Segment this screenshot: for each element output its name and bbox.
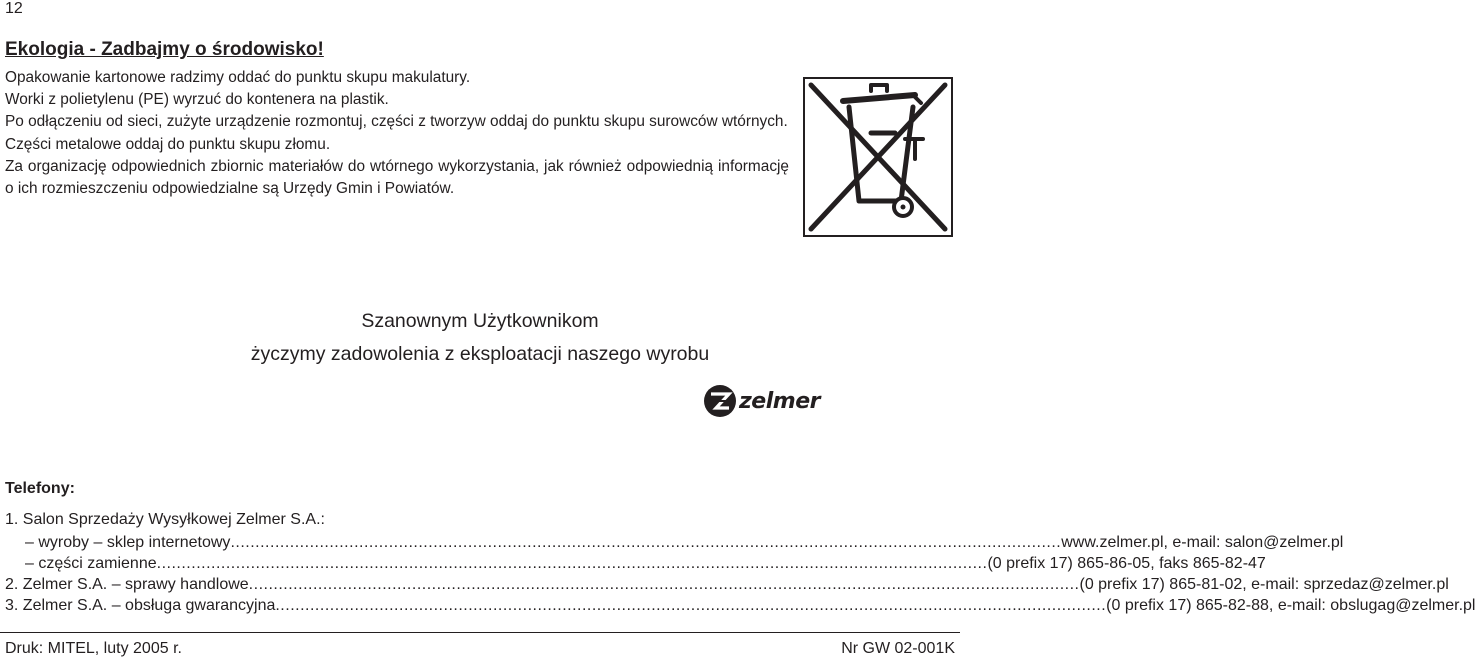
- phone-row-value: (0 prefix 17) 865-86-05, faks 865-82-47: [987, 555, 1266, 572]
- page-number: 12: [5, 0, 23, 17]
- phone-row-label: 3. Zelmer S.A. – obsługa gwarancyjna: [5, 597, 276, 614]
- ecology-paragraph: Po odłączeniu od sieci, zużyte urządzenie rozmontuj, części z tworzyw oddaj do punktu skupu surowców wtórnych.: [5, 113, 788, 131]
- ecology-paragraph: Opakowanie kartonowe radzimy oddać do punktu skupu makulatury.: [5, 69, 471, 86]
- phone-row: [25, 533, 1344, 553]
- dot-leader: ........................................................................................................................................................................: [248, 576, 1080, 593]
- phones-section-1: 1. Salon Sprzedaży Wysyłkowej Zelmer S.A.:: [5, 511, 325, 528]
- ecology-title: Ekologia - Zadbajmy o środowisko!: [5, 39, 324, 60]
- footer-divider: [0, 632, 960, 633]
- phone-row-value: (0 prefix 17) 865-81-02, e-mail: sprzedaz@zelmer.pl: [1079, 576, 1449, 593]
- phone-row-label: – wyroby – sklep internetowy: [25, 534, 231, 551]
- ecology-paragraph: Części metalowe oddaj do punktu skupu złomu.: [5, 135, 331, 153]
- greeting-line-1: Szanownym Użytkownikom: [361, 310, 599, 332]
- zelmer-logo: [703, 383, 835, 419]
- phone-row-value: (0 prefix 17) 865-82-88, e-mail: obslugag@zelmer.pl: [1106, 597, 1475, 614]
- dot-leader: ........................................................................................................................................................................: [156, 555, 988, 572]
- ecology-paragraph: Za organizację odpowiednich zbiornic materiałów do wtórnego wykorzystania, jak również odpowiednią informację o ich rozmieszczeniu odpowiedzialne są Urzędy Gmin i Powiatów.: [5, 157, 789, 198]
- phone-row: [5, 575, 1449, 595]
- phone-row: [5, 596, 1475, 616]
- dot-leader: ........................................................................................................................................................................: [230, 534, 1062, 551]
- crossed-out-wheelie-bin-icon: [803, 77, 953, 237]
- phone-row: [25, 554, 1266, 574]
- phone-row-label: 2. Zelmer S.A. – sprawy handlowe: [5, 576, 249, 593]
- ecology-paragraph: Worki z polietylenu (PE) wyrzuć do kontenera na plastik.: [5, 91, 389, 109]
- greeting-line-2: życzymy zadowolenia z eksploatacji naszego wyrobu: [250, 343, 710, 365]
- ecology-text: [5, 67, 793, 200]
- phone-row-label: – części zamienne: [25, 555, 157, 572]
- document-number: Nr GW 02-001K: [841, 640, 955, 657]
- phone-row-value: www.zelmer.pl, e-mail: salon@zelmer.pl: [1061, 534, 1344, 551]
- logo-wordmark: zelmer: [739, 389, 820, 414]
- dot-leader: ........................................................................................................................................................................: [275, 597, 1107, 614]
- print-info: Druk: MITEL, luty 2005 r.: [5, 640, 182, 657]
- phones-heading: Telefony:: [5, 480, 75, 497]
